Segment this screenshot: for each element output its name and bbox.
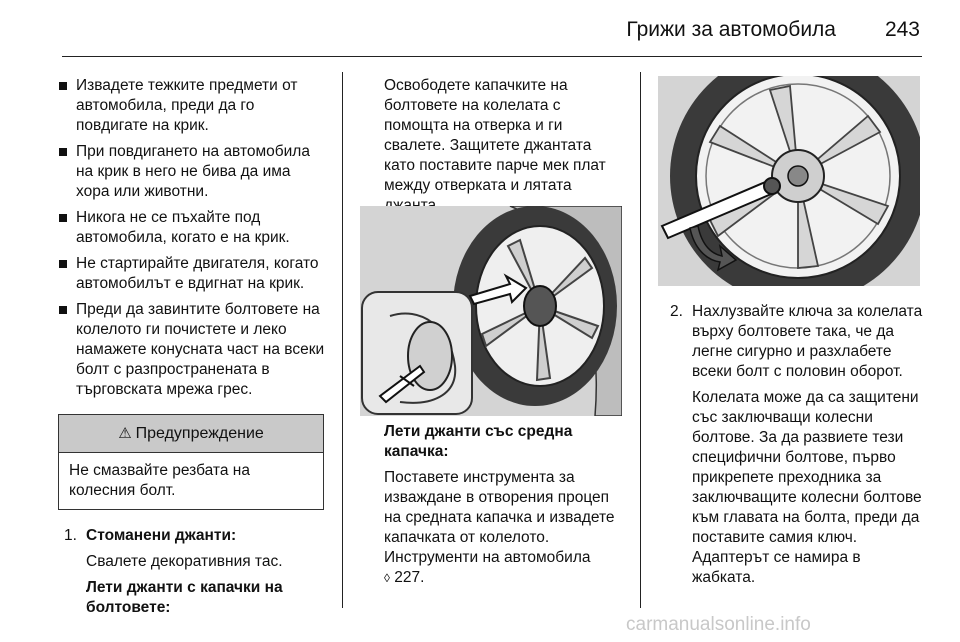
page-reference[interactable]: 227. <box>394 569 425 586</box>
precaution-list <box>58 76 326 400</box>
wheel-hubcap-drawing <box>360 206 622 416</box>
step-number: 2. <box>670 303 683 320</box>
warning-text: Не смазвайте резбата на колесния болт. <box>69 462 250 499</box>
step-list <box>58 526 326 618</box>
page-title: Грижи за автомобила <box>626 18 836 41</box>
column-divider-2 <box>640 72 641 608</box>
reference-arrow-icon: ◊ <box>384 571 390 585</box>
center-cap-text: Поставете инструмента за изваждане в отворения процеп на средната капачка и извадете капачката от колелото. Инструменти на автомобила ◊ 227. <box>384 469 615 586</box>
step-number: 1. <box>64 527 77 544</box>
page-number: 243 <box>884 18 920 41</box>
intro-paragraph: Освободете капачките на болтовете на колелата с помощта на отверка и ги свалете. Защитете джантата като поставите парче мек плат между отверката и лятата <box>384 77 606 194</box>
bullet-square-icon <box>59 306 67 314</box>
step-subheading: Лети джанти с капачки на болтовете: <box>86 579 283 616</box>
column-divider-1 <box>342 72 343 608</box>
wheel-wrench-illustration <box>658 76 920 286</box>
warning-title: Предупреждение <box>135 424 264 442</box>
list-item: При повдигането на автомобила на крик в него не бива да има хора или животни. <box>58 142 326 202</box>
page-header <box>0 0 960 58</box>
list-item: Никога не се пъхайте под автомобила, когато е на крик. <box>58 208 326 248</box>
center-cap-heading: Лети джанти със средна капачка: <box>384 423 573 460</box>
list-item: Извадете тежките предмети от автомобила, преди да го повдигате на крик. <box>58 76 326 136</box>
header-divider <box>62 56 922 57</box>
step-text: Свалете декоративния тас. <box>86 553 283 570</box>
column-3 <box>664 302 924 588</box>
step-2 <box>664 302 924 588</box>
list-item: Не стартирайте двигателя, когато автомобилът е вдигнат на крик. <box>58 254 326 294</box>
column-1 <box>58 76 326 618</box>
list-item: Преди да завинтите болтовете на колелото ги почистете и леко намажете конусната част на всеки болт с разпространената в търговската мрежа грес. <box>58 300 326 400</box>
step-heading: Стоманени джанти: <box>86 527 237 544</box>
step-1 <box>58 526 326 618</box>
bullet-square-icon <box>59 260 67 268</box>
bullet-square-icon <box>59 214 67 222</box>
column-2 <box>384 76 626 216</box>
warning-triangle-icon: ⚠ <box>118 424 132 442</box>
warning-box <box>58 414 324 510</box>
warning-header <box>59 415 323 453</box>
wheel-wrench-drawing <box>658 76 920 286</box>
step-text: Нахлузвайте ключа за колелата върху болтовете така, че да легне сигурно и разхлабете всеки болт с половин оборот. <box>692 303 923 380</box>
watermark: carmanualsonline.info <box>626 614 811 635</box>
bullet-square-icon <box>59 82 67 90</box>
hubcap-removal-illustration <box>360 206 622 416</box>
bullet-square-icon <box>59 148 67 156</box>
step-note: Колелата може да са защитени със заключващи колесни болтове. За да развиете тези специфични болтове, първо прикрепете преходника за заключващите колесни болтове към главата на болта, преди да поставите самия ключ. Адаптерът се намира в жабката. <box>692 389 922 586</box>
column-2-lower <box>384 422 626 588</box>
